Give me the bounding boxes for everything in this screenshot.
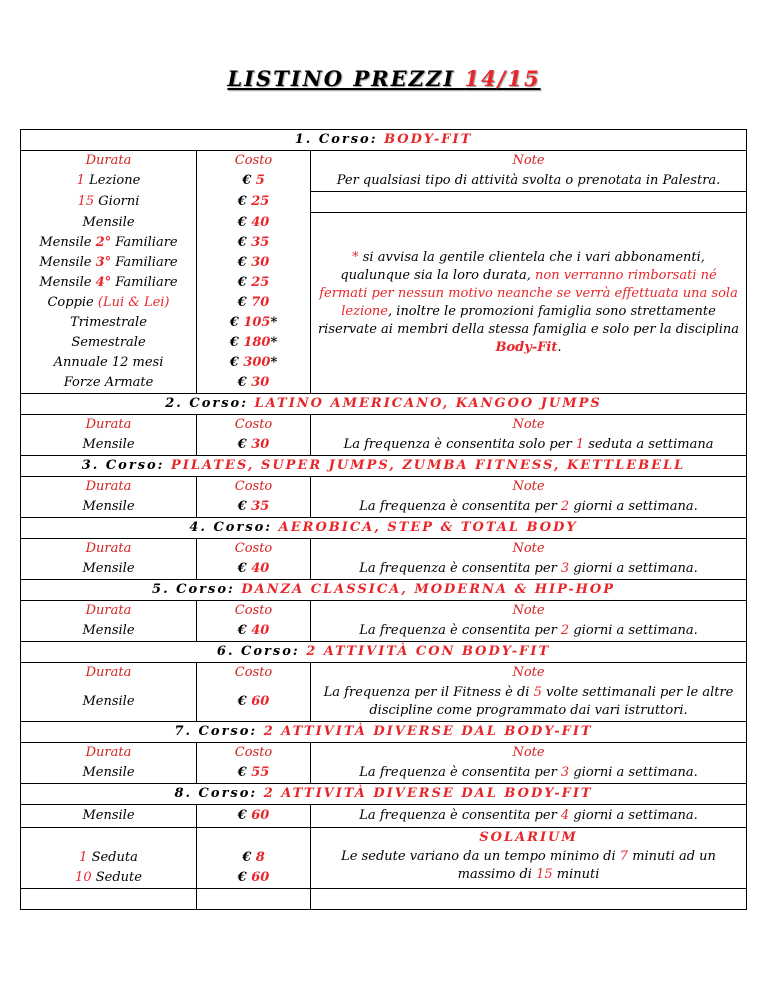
costo-cell: € 8	[197, 848, 311, 868]
costo-cell: € 35	[197, 233, 311, 253]
title-season: 14/15	[464, 66, 541, 91]
header-note: Note	[311, 476, 747, 497]
durata-cell: Forze Armate	[21, 373, 197, 394]
empty-cell	[21, 888, 197, 909]
empty-cell	[311, 888, 747, 909]
durata-cell: Mensile	[21, 683, 197, 722]
header-note: Note	[311, 414, 747, 435]
header-note: Note	[311, 662, 747, 683]
durata-cell: Trimestrale	[21, 313, 197, 333]
costo-cell: € 30	[197, 253, 311, 273]
section-title-2: 2. Corso: LATINO AMERICANO, KANGOO JUMPS	[21, 393, 747, 414]
costo-cell: € 70	[197, 293, 311, 313]
table-row	[21, 497, 747, 518]
costo-cell: € 5	[197, 171, 311, 192]
section-title-solarium: SOLARIUM	[311, 827, 747, 848]
header-note: Note	[311, 538, 747, 559]
table-row	[21, 435, 747, 456]
durata-cell: Mensile	[21, 497, 197, 518]
table-row-empty	[21, 888, 747, 909]
table-row	[21, 192, 747, 213]
header-durata: Durata	[21, 476, 197, 497]
header-note: Note	[311, 151, 747, 172]
durata-cell: Mensile	[21, 763, 197, 784]
header-costo: Costo	[197, 662, 311, 683]
section-title-5: 5. Corso: DANZA CLASSICA, MODERNA & HIP-HOP	[21, 579, 747, 600]
section-title-7: 7. Corso: 2 ATTIVITÀ DIVERSE DAL BODY-FIT	[21, 721, 747, 742]
header-row	[21, 476, 747, 497]
costo-cell: € 180*	[197, 333, 311, 353]
costo-cell: € 60	[197, 804, 311, 827]
header-row	[21, 742, 747, 763]
durata-cell: 1 Seduta	[21, 848, 197, 868]
costo-cell: € 25	[197, 192, 311, 213]
costo-cell: € 30	[197, 373, 311, 394]
durata-cell: 15 Giorni	[21, 192, 197, 213]
header-durata: Durata	[21, 414, 197, 435]
header-row	[21, 600, 747, 621]
header-row	[21, 414, 747, 435]
durata-cell: Mensile	[21, 804, 197, 827]
title-text: LISTINO PREZZI	[227, 66, 465, 91]
header-note: Note	[311, 742, 747, 763]
table-row	[21, 213, 747, 233]
note-cell: Per qualsiasi tipo di attività svolta o prenotata in Palestra.	[311, 171, 747, 192]
durata-cell: Mensile 3° Familiare	[21, 253, 197, 273]
note-cell: La frequenza per il Fitness è di 5 volte settimanali per le altre discipline come programmato dai vari istruttori.	[311, 683, 747, 722]
durata-cell: Mensile	[21, 621, 197, 642]
note-policy: * si avvisa la gentile clientela che i vari abbonamenti, qualunque sia la loro durata, non verranno rimborsati né fermati per nessun motivo neanche se verrà effettuata una sola lezione, inoltre le promozioni famiglia sono strettamente riservate ai membri della stessa famiglia e solo per la disciplina Body-Fit.	[311, 213, 747, 394]
table-row	[21, 848, 747, 868]
header-durata: Durata	[21, 742, 197, 763]
note-cell: La frequenza è consentita per 3 giorni a settimana.	[311, 763, 747, 784]
durata-cell: 10 Sedute	[21, 868, 197, 889]
costo-cell: € 60	[197, 683, 311, 722]
section-title-3: 3. Corso: PILATES, SUPER JUMPS, ZUMBA FITNESS, KETTLEBELL	[21, 455, 747, 476]
durata-cell: Coppie (Lui & Lei)	[21, 293, 197, 313]
note-cell-empty	[311, 192, 747, 213]
costo-cell: € 40	[197, 559, 311, 580]
durata-cell: Mensile	[21, 559, 197, 580]
section-title-4: 4. Corso: AEROBICA, STEP & TOTAL BODY	[21, 517, 747, 538]
note-cell: La frequenza è consentita per 2 giorni a settimana.	[311, 497, 747, 518]
header-durata: Durata	[21, 151, 197, 172]
costo-cell: € 105*	[197, 313, 311, 333]
table-row	[21, 559, 747, 580]
solarium-spacer	[21, 827, 197, 848]
header-costo: Costo	[197, 151, 311, 172]
table-row	[21, 171, 747, 192]
durata-cell: Annuale 12 mesi	[21, 353, 197, 373]
costo-cell: € 55	[197, 763, 311, 784]
note-cell: La frequenza è consentita per 3 giorni a settimana.	[311, 559, 747, 580]
section-title-1: 1. Corso: BODY-FIT	[21, 130, 747, 151]
note-cell: La frequenza è consentita solo per 1 seduta a settimana	[311, 435, 747, 456]
costo-cell: € 60	[197, 868, 311, 889]
table-row	[21, 621, 747, 642]
header-costo: Costo	[197, 538, 311, 559]
empty-cell	[197, 888, 311, 909]
section-title-6: 6. Corso: 2 ATTIVITÀ CON BODY-FIT	[21, 641, 747, 662]
durata-cell: 1 Lezione	[21, 171, 197, 192]
table-row	[21, 804, 747, 827]
section-title-row	[21, 130, 747, 151]
costo-cell: € 35	[197, 497, 311, 518]
note-cell: La frequenza è consentita per 2 giorni a settimana.	[311, 621, 747, 642]
price-table	[20, 129, 747, 910]
header-costo: Costo	[197, 476, 311, 497]
table-row	[21, 763, 747, 784]
note-cell: La frequenza è consentita per 4 giorni a settimana.	[311, 804, 747, 827]
costo-cell: € 30	[197, 435, 311, 456]
header-note: Note	[311, 600, 747, 621]
solarium-spacer	[197, 827, 311, 848]
page-title	[0, 66, 768, 91]
header-costo: Costo	[197, 414, 311, 435]
note-cell: Le sedute variano da un tempo minimo di 7 minuti ad un massimo di 15 minuti	[311, 848, 747, 889]
header-row	[21, 151, 747, 172]
header-durata: Durata	[21, 600, 197, 621]
header-costo: Costo	[197, 742, 311, 763]
costo-cell: € 40	[197, 213, 311, 233]
costo-cell: € 40	[197, 621, 311, 642]
header-durata: Durata	[21, 662, 197, 683]
durata-cell: Mensile 2° Familiare	[21, 233, 197, 253]
header-durata: Durata	[21, 538, 197, 559]
header-costo: Costo	[197, 600, 311, 621]
section-title-8: 8. Corso: 2 ATTIVITÀ DIVERSE DAL BODY-FIT	[21, 783, 747, 804]
header-row	[21, 538, 747, 559]
costo-cell: € 25	[197, 273, 311, 293]
durata-cell: Semestrale	[21, 333, 197, 353]
durata-cell: Mensile	[21, 213, 197, 233]
header-row	[21, 662, 747, 683]
costo-cell: € 300*	[197, 353, 311, 373]
durata-cell: Mensile 4° Familiare	[21, 273, 197, 293]
durata-cell: Mensile	[21, 435, 197, 456]
table-row	[21, 683, 747, 722]
